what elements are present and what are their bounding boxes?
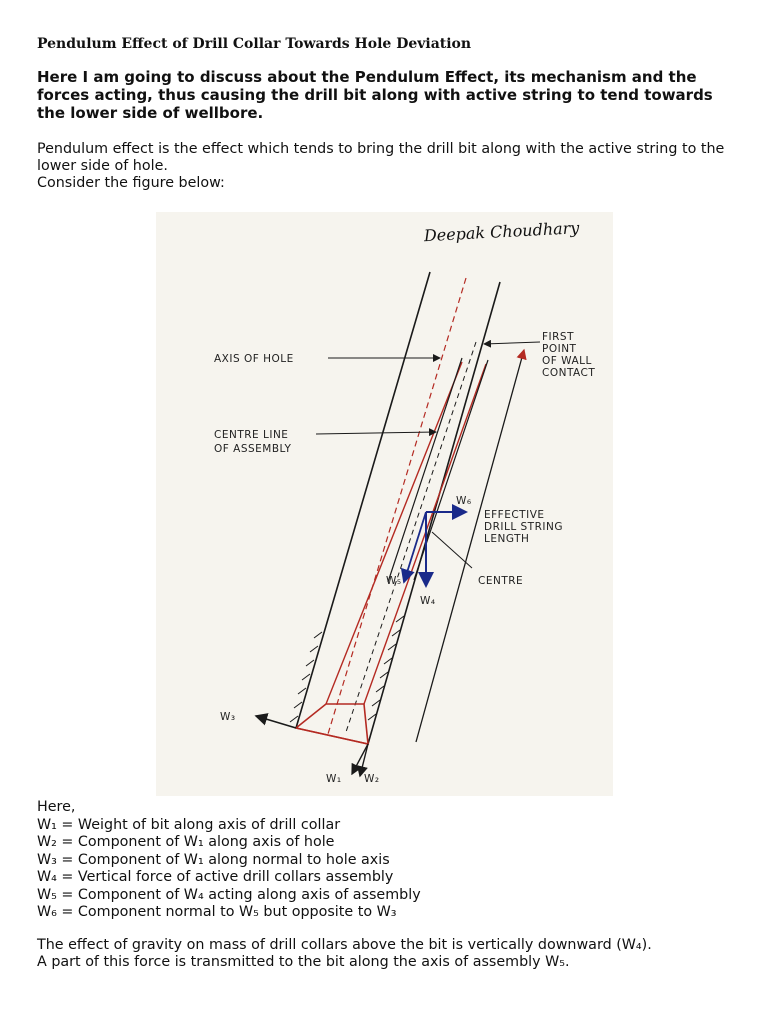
definition-item: W₂ = Component of W₁ along axis of hole [37,834,335,850]
definition-item: W₁ = Weight of bit along axis of drill collar [37,816,341,833]
label-w6: W₆ [456,495,472,507]
bit-face [296,728,368,744]
paragraph-line: A part of this force is transmitted to the bit along the axis of assembly W₅. [37,954,570,970]
paragraph-line: The effect of gravity on mass of drill collars above the bit is vertically downward (W₄). [37,937,652,953]
label-w2: W₂ [364,773,380,785]
centre-line-of-assembly [346,342,476,732]
hole-wall-left [296,272,430,728]
definitions-list [37,799,421,922]
w2-arrow [360,744,368,776]
definition-item: W₅ = Component of W₄ acting along axis of assembly [37,886,421,903]
document-title: Pendulum Effect of Drill Collar Towards Hole Deviation [37,36,472,52]
definition-item: W₆ = Component normal to W₅ but opposite to W₃ [37,904,397,920]
label-first-point-3: OF WALL [542,355,592,367]
leader-centre [432,532,472,568]
definition-item: W₃ = Component of W₁ along normal to hole axis [37,851,390,868]
label-effective-2: DRILL STRING [484,521,563,533]
label-first-point-1: FIRST [542,331,575,343]
label-centre-line-2: OF ASSEMBLY [214,443,292,455]
label-w4: W₄ [420,595,436,607]
paragraph-line: Pendulum effect is the effect which tends to bring the drill bit along with the active string to the lower side of hole. [37,141,725,174]
intro-paragraph: Here I am going to discuss about the Pendulum Effect, its mechanism and the forces acting, thus causing the drill bit along with active string to tend towards the lower side of wellbore. [37,68,713,122]
signature: Deepak Choudhary [423,218,580,246]
label-axis-of-hole: AXIS OF HOLE [214,353,294,365]
label-centre: CENTRE [478,575,524,587]
wall-hatching [290,616,404,722]
label-w5: W₅ [386,575,402,587]
leader-centre-line [316,432,436,434]
pendulum-diagram [156,212,613,796]
paragraph-pendulum-definition [37,141,727,192]
label-w3: W₃ [220,711,236,723]
drill-bit [296,704,368,744]
label-first-point-2: POINT [542,343,577,355]
axis-of-hole [328,278,466,734]
paragraph-line: Consider the figure below: [37,175,225,191]
paragraph-gravity-effect [37,937,737,971]
label-w1: W₁ [326,773,342,785]
label-effective-3: LENGTH [484,533,530,545]
label-effective-1: EFFECTIVE [484,509,545,521]
label-centre-line-1: CENTRE LINE [214,429,289,441]
pendulum-figure [156,212,613,796]
definition-item: W₄ = Vertical force of active drill collars assembly [37,869,394,885]
w1-arrow [352,744,368,774]
leader-first-point [484,342,540,344]
label-first-point-4: CONTACT [542,367,596,379]
here-label: Here, [37,799,76,815]
